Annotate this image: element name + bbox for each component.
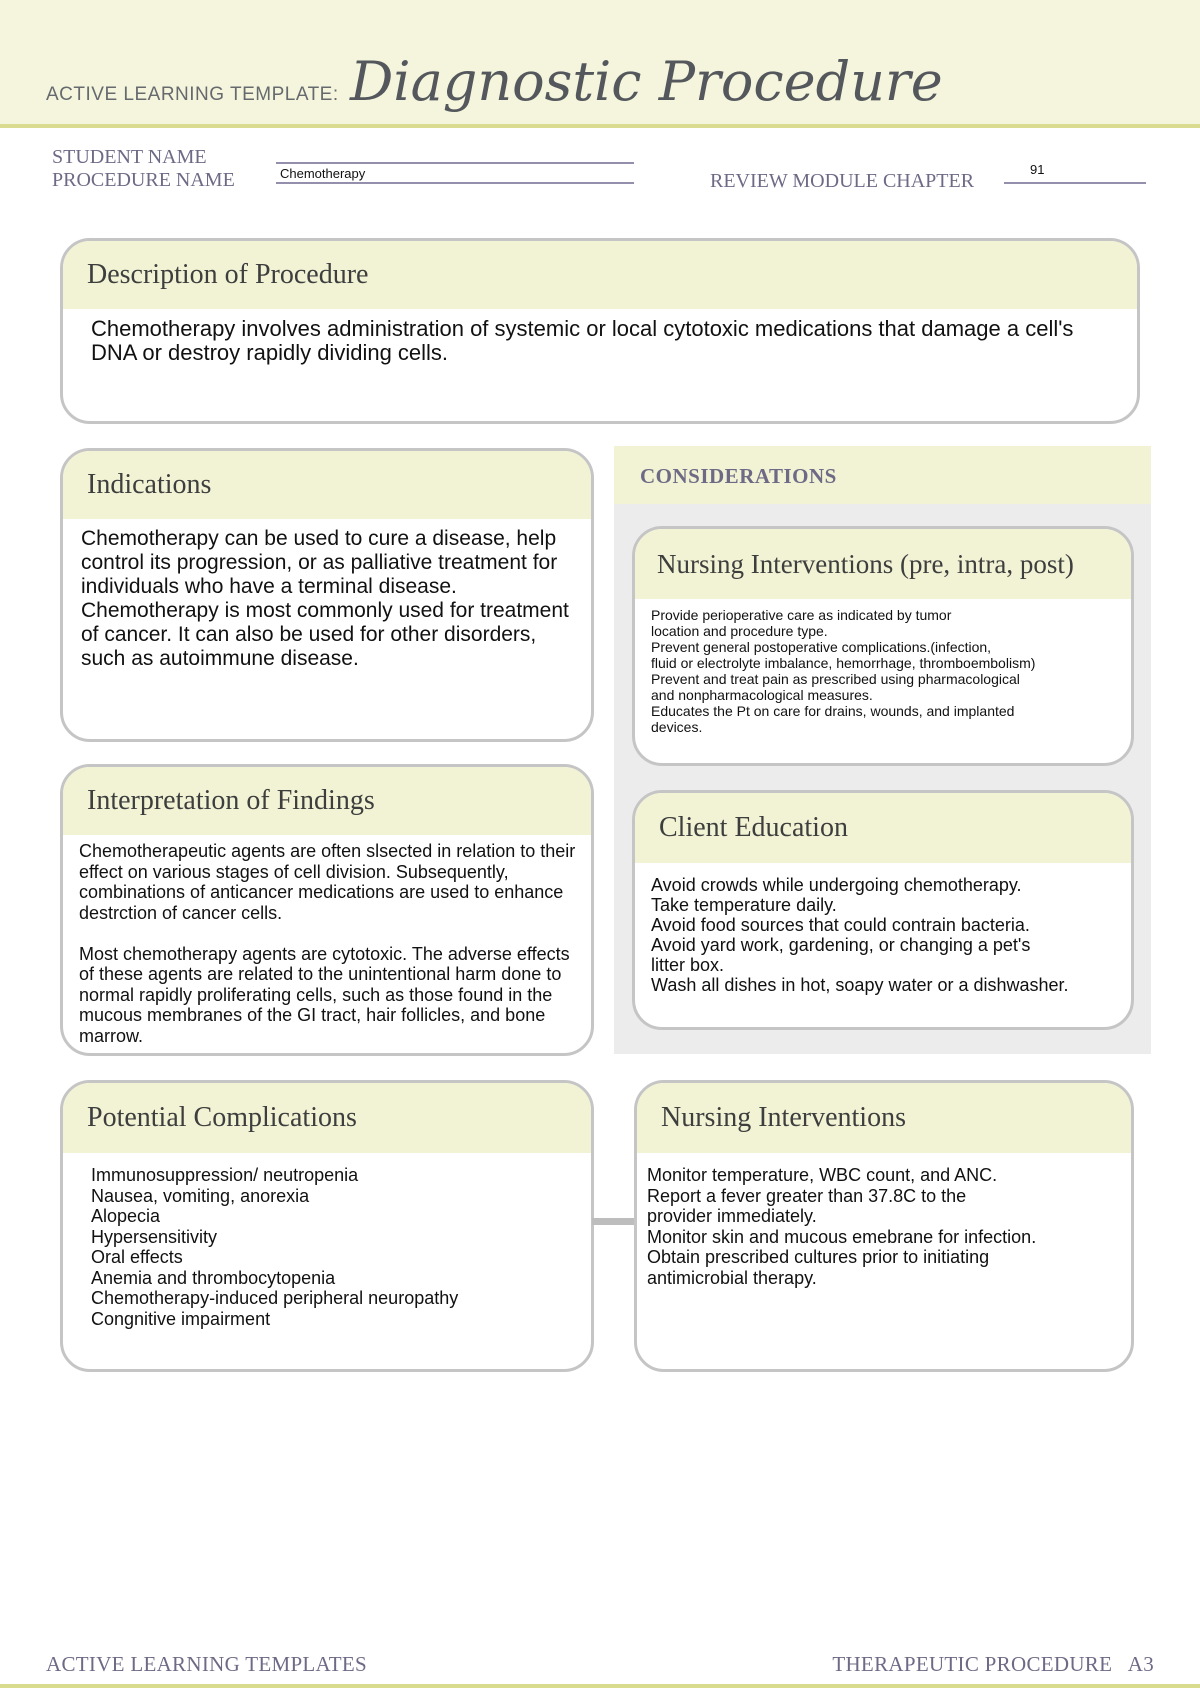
description-title: Description of Procedure: [63, 241, 1137, 309]
complications-text[interactable]: Immunosuppression/ neutropenia Nausea, vomiting, anorexia Alopecia Hypersensitivity Oral effects Anemia and thrombocytopenia Chemotherapy-induced peripheral neuropathy Congnitive impairment: [91, 1165, 459, 1329]
footer-line: [0, 1684, 1200, 1688]
client-education-card: [632, 790, 1134, 1030]
student-name-label: STUDENT NAME: [52, 146, 207, 168]
nursing-interventions-pre-text[interactable]: Provide perioperative care as indicated by tumor location and procedure type. Prevent general postoperative complications.(infection, fluid or electrolyte imbalance, hemorrhage, thromboembolism) Prevent and treat pain as prescribed using pharmacological and nonpharmacological measures. Educates the Pt on care for drains, wounds, and implanted devices.: [651, 607, 1036, 735]
template-prefix: ACTIVE LEARNING TEMPLATE:: [46, 84, 339, 105]
procedure-name-label: PROCEDURE NAME: [52, 169, 235, 191]
description-text[interactable]: Chemotherapy involves administration of systemic or local cytotoxic medications that damage a cell's DNA or destroy rapidly dividing cells.: [91, 316, 1074, 365]
considerations-title: CONSIDERATIONS: [640, 464, 837, 488]
review-module-line: [1004, 182, 1146, 184]
complications-title: Potential Complications: [63, 1083, 591, 1153]
nursing-interventions-pre-title: Nursing Interventions (pre, intra, post): [635, 529, 1131, 599]
template-title: Diagnostic Procedure: [350, 50, 943, 113]
client-education-title: Client Education: [635, 793, 1131, 863]
nursing-interventions-pre-card: [632, 526, 1134, 766]
review-module-field[interactable]: 91: [1030, 162, 1045, 177]
complications-card: [60, 1080, 594, 1372]
student-name-line: [276, 162, 634, 164]
complications-connector: [592, 1218, 636, 1225]
client-education-text[interactable]: Avoid crowds while undergoing chemotherapy. Take temperature daily. Avoid food sources that could contrain bacteria. Avoid yard work, gardening, or changing a pet's litter box. Wash all dishes in hot, soapy water or a dishwasher.: [651, 875, 1069, 995]
indications-card: [60, 448, 594, 742]
procedure-name-line: [276, 182, 634, 184]
interpretation-text[interactable]: Chemotherapeutic agents are often slsected in relation to their effect on various stages of cell division. Subsequently, combinations of anticancer medications are used to enhance destrction of cancer cells. Most chemotherapy agents are cytotoxic. The adverse effects of these agents are related to the unintentional harm done to normal rapidly proliferating cells, such as those found in the mucous membranes of the GI tract, hair follicles, and bone marrow.: [79, 841, 576, 1046]
indications-title: Indications: [63, 451, 591, 519]
procedure-name-field[interactable]: Chemotherapy: [280, 166, 366, 181]
interpretation-card: [60, 764, 594, 1056]
review-module-label: REVIEW MODULE CHAPTER: [710, 170, 975, 192]
interpretation-title: Interpretation of Findings: [63, 767, 591, 835]
footer-right: THERAPEUTIC PROCEDURE A3: [832, 1652, 1154, 1676]
nursing-interventions-text[interactable]: Monitor temperature, WBC count, and ANC. Report a fever greater than 37.8C to the provider immediately. Monitor skin and mucous emebrane for infection. Obtain prescribed cultures prior to initiating antimicrobial therapy.: [647, 1165, 1037, 1288]
nursing-interventions-card: [634, 1080, 1134, 1372]
footer-left: ACTIVE LEARNING TEMPLATES: [46, 1652, 367, 1676]
description-card: [60, 238, 1140, 424]
indications-text[interactable]: Chemotherapy can be used to cure a disease, help control its progression, or as palliative treatment for individuals who have a terminal disease. Chemotherapy is most commonly used for treatment of cancer. It can also be used for other disorders, such as autoimmune disease.: [81, 527, 569, 670]
nursing-interventions-title: Nursing Interventions: [637, 1083, 1131, 1153]
